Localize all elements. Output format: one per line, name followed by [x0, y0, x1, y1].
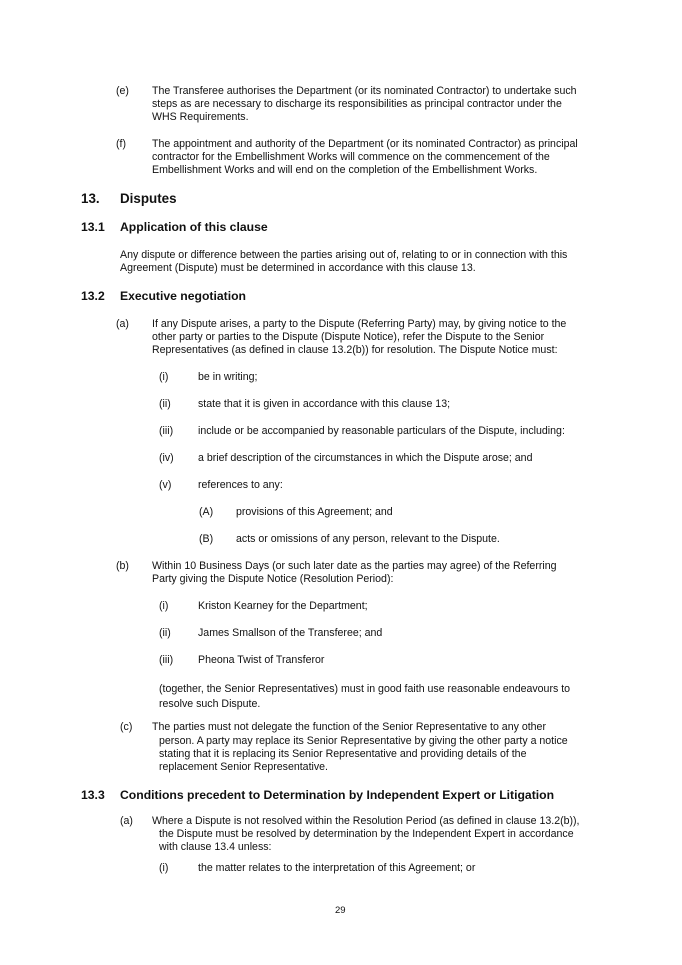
item-a-line: Where a Dispute is not resolved within the Resolution Period (as defined in clause 13.2(b)),: [152, 815, 580, 827]
sub-item-label: (v): [159, 479, 172, 491]
clause-number: 13.3: [81, 788, 105, 802]
item-c-line: person. A party may replace its Senior Representative by giving the other party a notice: [159, 735, 568, 747]
item-label: (b): [116, 560, 129, 572]
sub-item-text: a brief description of the circumstances in which the Dispute arose; and: [198, 452, 533, 464]
item-label: (a): [116, 318, 129, 330]
sub-item-text: be in writing;: [198, 371, 258, 383]
sub-item-label: (i): [159, 371, 169, 383]
clause-number: 13.2: [81, 289, 105, 303]
item-b-continuation: (together, the Senior Representatives) must in good faith use reasonable endeavours to: [159, 683, 571, 695]
item-c-line: The parties must not delegate the function of the Senior Representative to any other: [152, 721, 546, 733]
sub-item-text: Pheona Twist of Transferor: [198, 654, 325, 666]
sub-item-label: (i): [159, 862, 169, 874]
sub-sub-item-label: (B): [199, 533, 214, 545]
item-a-line: with clause 13.4 unless:: [159, 841, 272, 853]
sub-item-label: (iv): [159, 452, 174, 464]
item-a-line: Representatives (as defined in clause 13.2(b)) for resolution. The Dispute Notice must:: [152, 344, 558, 356]
sub-item-label: (i): [159, 600, 169, 612]
sub-item-text: James Smallson of the Transferee; and: [198, 627, 383, 639]
clause-title: Conditions precedent to Determination by Independent Expert or Litigation: [120, 788, 555, 802]
item-a-line: the Dispute must be resolved by determination by the Independent Expert in accordance: [159, 828, 574, 840]
item-e-line: The Transferee authorises the Department (or its nominated Contractor) to undertake such: [152, 85, 577, 97]
sub-item-text: include or be accompanied by reasonable particulars of the Dispute, including:: [198, 425, 565, 437]
sub-item-text: Kriston Kearney for the Department;: [198, 600, 368, 612]
clause-number: 13.1: [81, 220, 105, 234]
sub-item-text: references to any:: [198, 479, 283, 491]
item-f-line: contractor for the Embellishment Works will commence on the commencement of the: [152, 151, 550, 163]
clause-title: Application of this clause: [120, 220, 268, 234]
sub-item-label: (ii): [159, 398, 171, 410]
clause-13-1-line: Any dispute or difference between the parties arising out of, relating to or in connection with this: [120, 249, 568, 261]
item-e-line: steps as are necessary to discharge its responsibilities as principal contractor under the: [152, 98, 562, 110]
page-number: 29: [335, 905, 346, 916]
item-f-line: The appointment and authority of the Department (or its nominated Contractor) as principal: [152, 138, 578, 150]
clause-title: Executive negotiation: [120, 289, 246, 303]
item-c-line: stating that it is replacing its Senior Representative and providing details of the: [159, 748, 527, 760]
item-label: (e): [116, 85, 129, 97]
sub-item-label: (ii): [159, 627, 171, 639]
clause-13-1-line: Agreement (Dispute) must be determined in accordance with this clause 13.: [120, 262, 476, 274]
section-number: 13.: [81, 191, 100, 206]
item-b-line: Within 10 Business Days (or such later date as the parties may agree) of the Referring: [152, 560, 557, 572]
item-a-line: other party or parties to the Dispute (Dispute Notice), refer the Dispute to the Senior: [152, 331, 545, 343]
item-c-line: replacement Senior Representative.: [159, 761, 329, 773]
sub-item-label: (iii): [159, 425, 174, 437]
sub-sub-item-text: provisions of this Agreement; and: [236, 506, 393, 518]
item-label: (c): [120, 721, 133, 733]
item-b-continuation: resolve such Dispute.: [159, 698, 261, 710]
item-a-line: If any Dispute arises, a party to the Dispute (Referring Party) may, by giving notice to the: [152, 318, 567, 330]
item-e-line: WHS Requirements.: [152, 111, 249, 123]
item-f-line: Embellishment Works and will end on the completion of the Embellishment Works.: [152, 164, 538, 176]
sub-item-text: the matter relates to the interpretation of this Agreement; or: [198, 862, 476, 874]
sub-item-label: (iii): [159, 654, 174, 666]
sub-sub-item-label: (A): [199, 506, 214, 518]
item-label: (f): [116, 138, 126, 150]
item-label: (a): [120, 815, 133, 827]
item-b-line: Party giving the Dispute Notice (Resolution Period):: [152, 573, 394, 585]
section-title: Disputes: [120, 191, 177, 206]
sub-sub-item-text: acts or omissions of any person, relevant to the Dispute.: [236, 533, 500, 545]
sub-item-text: state that it is given in accordance with this clause 13;: [198, 398, 451, 410]
